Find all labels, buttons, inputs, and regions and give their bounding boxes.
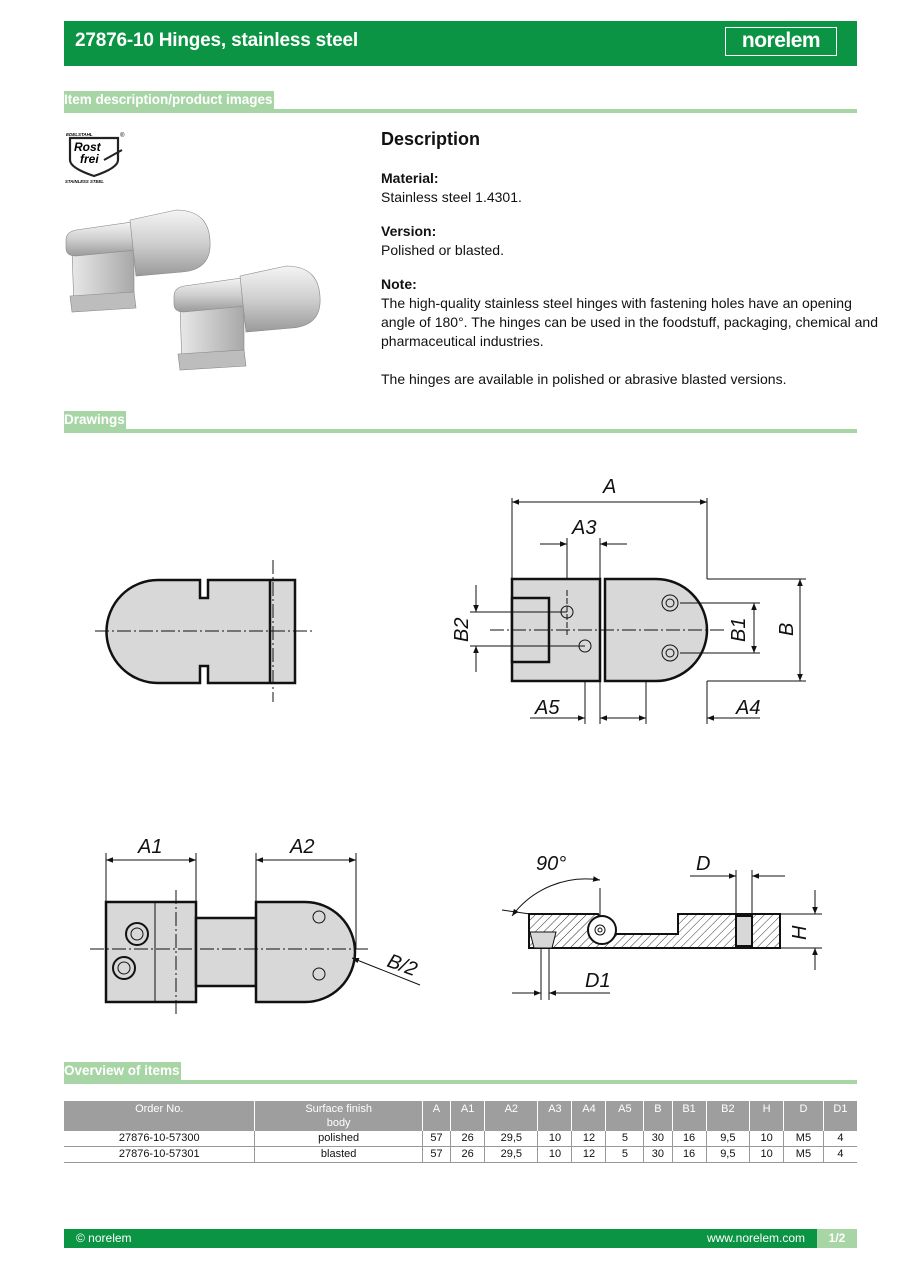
- norelem-logo: norelem: [725, 27, 837, 56]
- note-line: The hinges are available in polished or abrasive blasted versions.: [381, 371, 787, 387]
- page-number: 1/2: [817, 1229, 857, 1248]
- material-label: Material:: [381, 170, 439, 186]
- badge-top-text: EDELSTAHL: [66, 132, 93, 137]
- column-header: A3: [538, 1101, 572, 1131]
- column-header: B1: [672, 1101, 706, 1131]
- order-number: 27876-10-57300: [64, 1131, 255, 1147]
- note-line: The high-quality stainless steel hinges with fastening holes have an opening: [381, 295, 852, 311]
- note-line: pharmaceutical industries.: [381, 333, 544, 349]
- table-header-row: [64, 1101, 857, 1131]
- note-line: angle of 180°. The hinges can be used in the foodstuff, packaging, chemical and: [381, 314, 878, 330]
- column-header: A5: [606, 1101, 644, 1131]
- cell-A2: 29,5: [485, 1131, 538, 1147]
- page-header: [64, 21, 857, 66]
- website-link[interactable]: www.norelem.com: [706, 1231, 805, 1245]
- rostfrei-badge-icon: [64, 130, 128, 186]
- column-header: A4: [572, 1101, 606, 1131]
- badge-reg-mark: ®: [120, 133, 125, 139]
- cell-D1: 4: [823, 1131, 857, 1147]
- cell-A2: 29,5: [485, 1147, 538, 1163]
- column-header: Order No.: [64, 1101, 255, 1131]
- section-label: Overview of items: [64, 1063, 180, 1078]
- table-row: [64, 1147, 857, 1163]
- cell-A1: 26: [451, 1131, 485, 1147]
- section-item-description: [64, 91, 857, 113]
- dim-label-A3: A3: [572, 517, 597, 539]
- cell-A3: 10: [538, 1147, 572, 1163]
- dim-label-D: D: [696, 853, 711, 875]
- table-row: [64, 1131, 857, 1147]
- surface-finish: polished: [255, 1131, 422, 1147]
- front-view: [106, 902, 355, 1002]
- cell-A: 57: [422, 1147, 450, 1163]
- note-label: Note:: [381, 276, 417, 292]
- column-header: B2: [706, 1101, 750, 1131]
- column-header: D: [784, 1101, 824, 1131]
- section-label: Drawings: [64, 412, 125, 427]
- order-number: 27876-10-57301: [64, 1147, 255, 1163]
- product-image: [64, 200, 322, 380]
- column-header: H: [750, 1101, 784, 1131]
- section-view: [529, 914, 780, 948]
- dim-label-B: B: [776, 622, 798, 636]
- dim-label-D1: D1: [585, 970, 611, 992]
- cell-B1: 16: [672, 1147, 706, 1163]
- material-text: Stainless steel 1.4301.: [381, 189, 522, 205]
- items-table: [64, 1101, 857, 1163]
- cell-A5: 5: [606, 1147, 644, 1163]
- cell-B2: 9,5: [706, 1147, 750, 1163]
- cell-B: 30: [644, 1147, 672, 1163]
- column-header: D1: [823, 1101, 857, 1131]
- cell-B: 30: [644, 1131, 672, 1147]
- badge-line1: Rost: [74, 140, 101, 154]
- section-overview: [64, 1062, 857, 1084]
- dim-label-A1: A1: [138, 836, 163, 858]
- page-title: 27876-10 Hinges, stainless steel: [75, 30, 358, 51]
- section-label: Item description/product images: [64, 92, 273, 107]
- cell-A4: 12: [572, 1131, 606, 1147]
- cell-A3: 10: [538, 1131, 572, 1147]
- cell-D: M5: [784, 1147, 824, 1163]
- cell-B1: 16: [672, 1131, 706, 1147]
- version-label: Version:: [381, 223, 437, 239]
- column-header: A1: [451, 1101, 485, 1131]
- page-footer: [64, 1229, 857, 1248]
- dim-label-A5: A5: [535, 697, 560, 719]
- dim-label-A2: A2: [290, 836, 315, 858]
- version-text: Polished or blasted.: [381, 242, 504, 258]
- column-header-surface: Surface finish body: [255, 1101, 422, 1131]
- cell-A: 57: [422, 1131, 450, 1147]
- cell-A4: 12: [572, 1147, 606, 1163]
- cell-D: M5: [784, 1131, 824, 1147]
- cell-H: 10: [750, 1131, 784, 1147]
- description-heading: Description: [381, 129, 481, 149]
- dim-label-B2: B2: [451, 617, 473, 642]
- cell-A1: 26: [451, 1147, 485, 1163]
- column-header: A2: [485, 1101, 538, 1131]
- copyright: © norelem: [76, 1231, 132, 1245]
- section-drawings: [64, 411, 857, 433]
- badge-line2: frei: [80, 152, 99, 166]
- badge-bottom-text: STAINLESS STEEL: [65, 179, 104, 184]
- dim-label-B1: B1: [728, 617, 750, 642]
- technical-drawings: [0, 440, 900, 1050]
- dim-label-H: H: [789, 925, 811, 940]
- dim-label-angle: 90°: [536, 853, 567, 875]
- surface-finish: blasted: [255, 1147, 422, 1163]
- dim-label-B-half: B/2: [384, 950, 421, 981]
- cell-A5: 5: [606, 1131, 644, 1147]
- cell-H: 10: [750, 1147, 784, 1163]
- cell-D1: 4: [823, 1147, 857, 1163]
- column-header: B: [644, 1101, 672, 1131]
- dim-label-A4: A4: [736, 697, 761, 719]
- dim-label-A: A: [603, 476, 617, 498]
- cell-B2: 9,5: [706, 1131, 750, 1147]
- column-header: A: [422, 1101, 450, 1131]
